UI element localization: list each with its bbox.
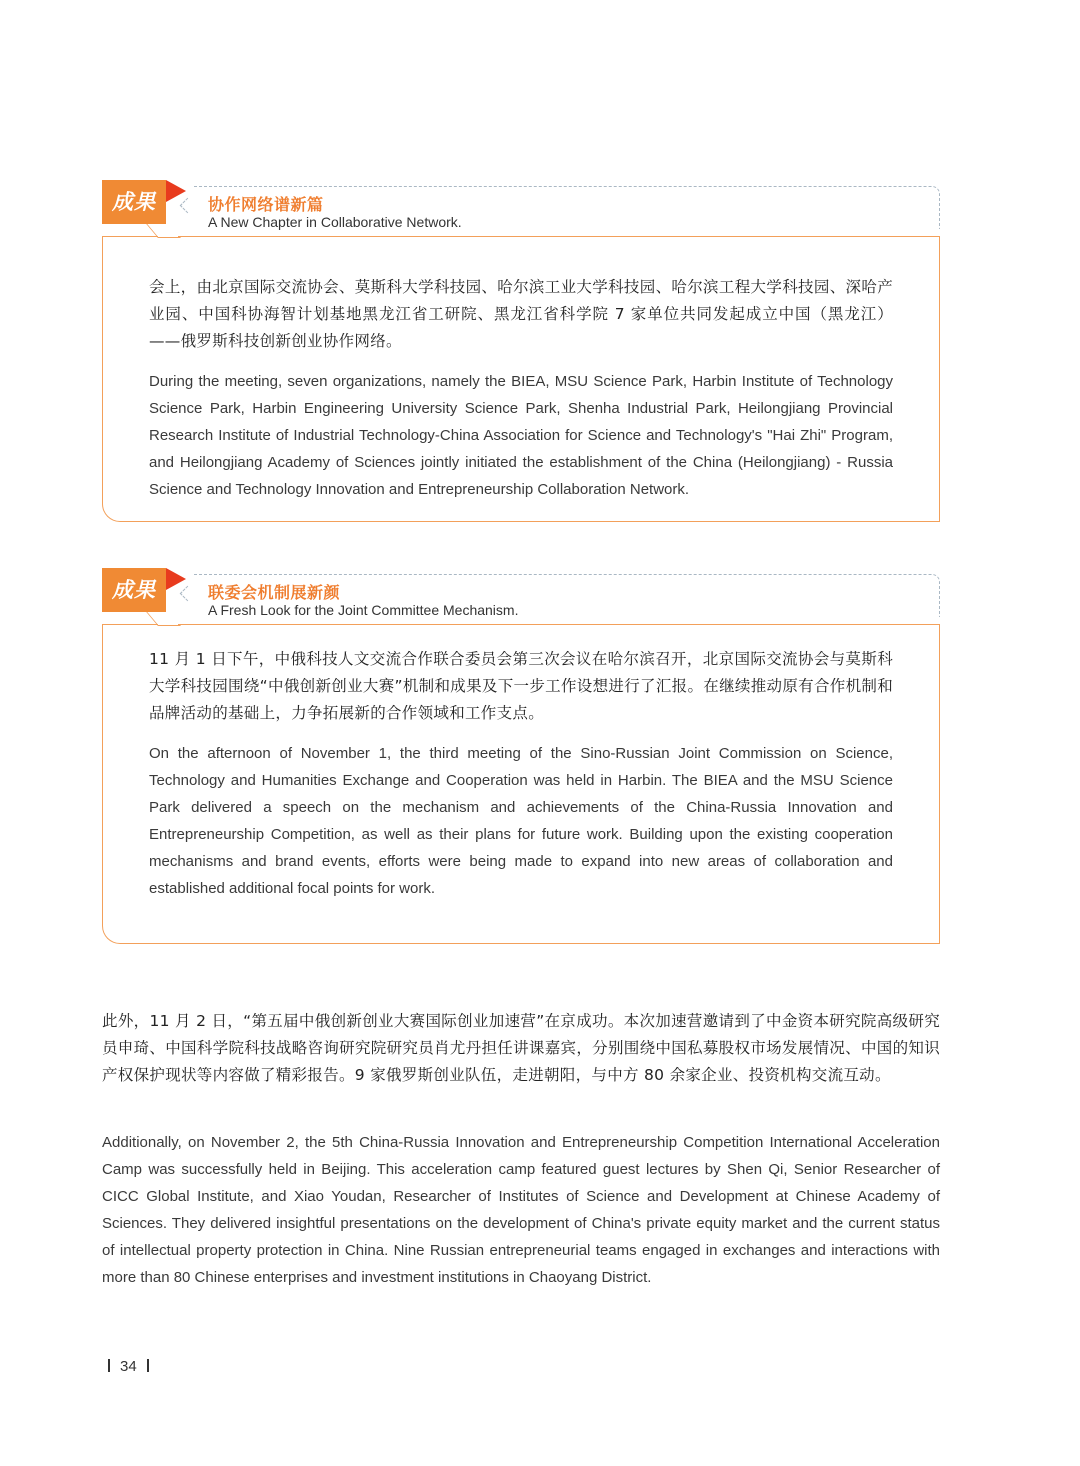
body-text-en: During the meeting, seven organizations, namely the BIEA, MSU Science Park, Harbin Institute of Technology Science Park, Harbin Engineering University Science Park, Shenha Industrial Park, Heilongjiang Provincial Research Institute of Industrial Technology-China Association for Science and Technology's "Hai Zhi" Program, and Heilongjiang Academy of Sciences jointly initiated the establishment of the China (Heilongjiang) - Russia Science and Technology Innovation and Entrepreneurship Collaboration Network. xyxy=(149,373,893,498)
page-number-value: 34 xyxy=(120,1358,137,1375)
flag-icon xyxy=(166,568,186,590)
achievement-badge: 成果 xyxy=(102,180,166,224)
body-text-cn: 11 月 1 日下午，中俄科技人文交流合作联合委员会第三次会议在哈尔滨召开，北京国际交流协会与莫斯科大学科技园围绕“中俄创新创业大赛”机制和成果及下一步工作设想进行了汇报。在继续推动原有合作机制和品牌活动的基础上，力争拓展新的合作领域和工作支点。 xyxy=(149,650,893,722)
page-number xyxy=(108,1358,159,1375)
body-text-en: On the afternoon of November 1, the third meeting of the Sino-Russian Joint Commission on Science, Technology and Humanities Exchange and Cooperation was held in Harbin. The BIEA and the MSU Science Park delivered a speech on the mechanism and achievements of the China-Russia Innovation and Entrepreneurship Competition, as well as their plans for future work. Building upon the existing cooperation mechanisms and brand events, efforts were being made to expand into new areas of collaboration and established additional focal points for work. xyxy=(149,745,893,897)
flag-icon xyxy=(166,180,186,202)
body-text-cn: 会上，由北京国际交流协会、莫斯科大学科技园、哈尔滨工业大学科技园、哈尔滨工程大学科技园、深哈产业园、中国科协海智计划基地黑龙江省工研院、黑龙江省科学院 7 家单位共同发起成立中国（黑龙江）——俄罗斯科技创新创业协作网络。 xyxy=(149,278,893,350)
section-title-en: A Fresh Look for the Joint Committee Mechanism. xyxy=(208,602,519,618)
closing-paragraph-cn: 此外，11 月 2 日，“第五届中俄创新创业大赛国际创业加速营”在京成功。本次加速营邀请到了中金资本研究院高级研究员申琦、中国科学院科技战略咨询研究院研究员肖尤丹担任讲课嘉宾，分别围绕中国私募股权市场发展情况、中国的知识产权保护现状等内容做了精彩报告。9 家俄罗斯创业队伍，走进朝阳，与中方 80 余家企业、投资机构交流互动。 xyxy=(102,1012,940,1084)
achievement-section-committee xyxy=(102,568,940,944)
divider-bar xyxy=(108,1359,110,1372)
divider-bar xyxy=(147,1359,149,1372)
section-title-cn: 联委会机制展新颜 xyxy=(208,583,341,602)
section-title-cn: 协作网络谱新篇 xyxy=(208,195,324,214)
section-title-en: A New Chapter in Collaborative Network. xyxy=(208,214,462,230)
closing-paragraph-en: Additionally, on November 2, the 5th China-Russia Innovation and Entrepreneurship Competition International Acceleration Camp was successfully held in Beijing. This acceleration camp featured guest lectures by Shen Qi, Senior Researcher of CICC Global Institute, and Xiao Youdan, Researcher of Institutes of Science and Development at Chinese Academy of Sciences. They delivered insightful presentations on the development of China's private equity market and the current status of intellectual property protection in China. Nine Russian entrepreneurial teams engaged in exchanges and interactions with more than 80 Chinese enterprises and investment institutions in Chaoyang District. xyxy=(102,1134,940,1286)
achievement-badge: 成果 xyxy=(102,568,166,612)
achievement-section-network xyxy=(102,180,940,522)
